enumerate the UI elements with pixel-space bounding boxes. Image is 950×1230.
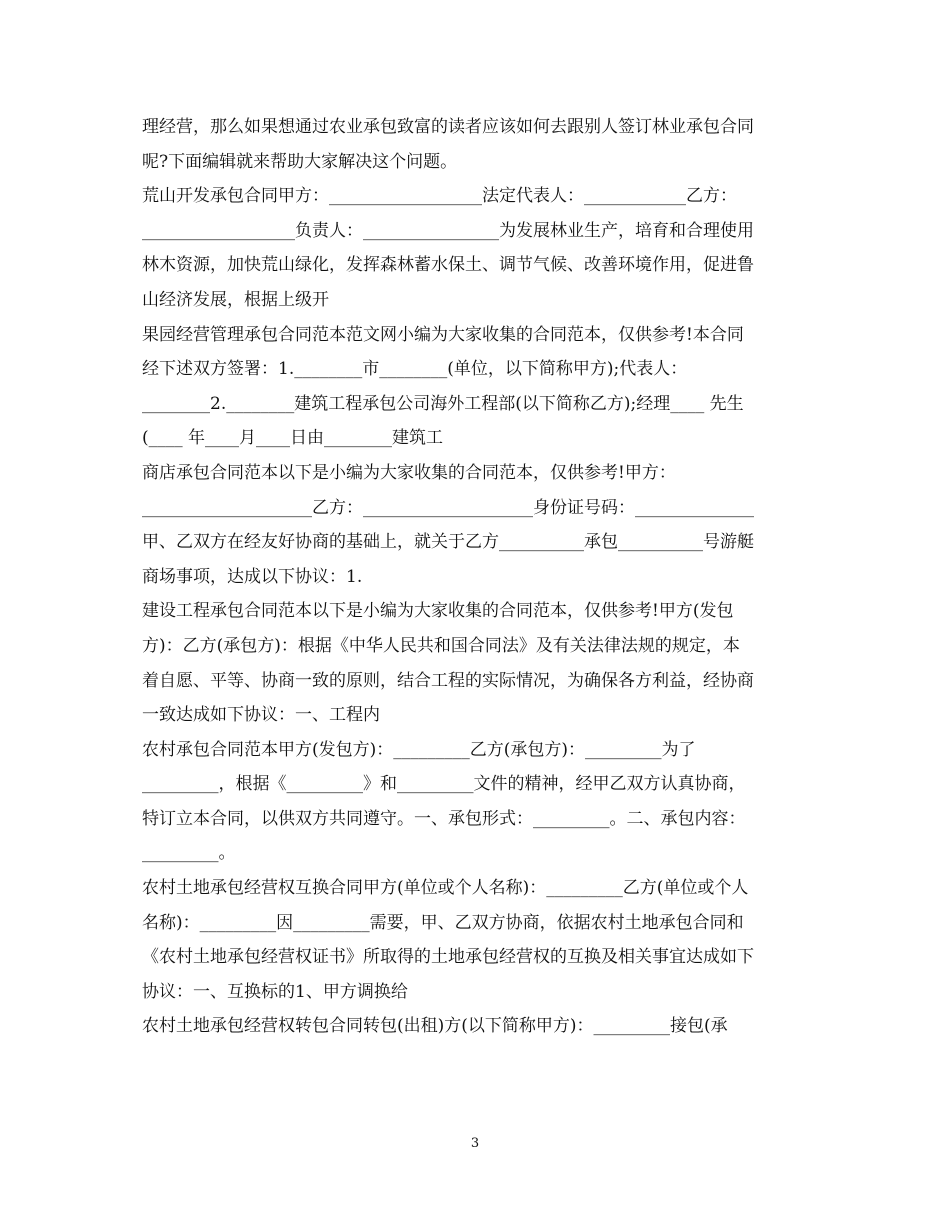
paragraph-line: 《农村土地承包经营权证书》所取得的土地承包经营权的互换及相关事宜达成如下 [142, 947, 754, 968]
paragraph-line: _________，根据《_________》和_________文件的精神，经甲乙双方认真协商， [142, 774, 746, 795]
paragraph-line: 农村承包合同范本甲方(发包方)：_________乙方(承包方)：_________为了 [142, 739, 696, 760]
paragraph-line: ____________________乙方：____________________身份证号码：______________ [142, 497, 754, 518]
paragraph-line: 协议：一、互换标的1、甲方调换给 [142, 981, 408, 1002]
paragraph-line: 方)：乙方(承包方)：根据《中华人民共和国合同法》及有关法律法规的规定，本 [142, 635, 740, 656]
paragraph-construction [142, 594, 810, 732]
paragraph-line: 特订立本合同，以供双方共同遵守。一、承包形式：_________。二、承包内容： [142, 808, 746, 829]
paragraph-line: 商场事项，达成以下协议：1. [142, 566, 363, 587]
paragraph-land-exchange [142, 871, 810, 1009]
paragraph-line: 经下述双方签署：1.________市________(单位，以下简称甲方);代表人： [142, 359, 688, 380]
paragraph-line: 理经营，那么如果想通过农业承包致富的读者应该如何去跟别人签订林业承包合同 [142, 117, 754, 137]
paragraph-rural [142, 733, 810, 871]
paragraph-line: 商店承包合同范本以下是小编为大家收集的合同范本，仅供参考!甲方： [142, 462, 676, 483]
paragraph-line: 呢?下面编辑就来帮助大家解决这个问题。 [142, 151, 458, 172]
page-number: 3 [470, 1136, 480, 1151]
paragraph-line: 甲、乙双方在经友好协商的基础上，就关于乙方__________承包__________号游艇 [142, 532, 754, 553]
paragraph-line: 建设工程承包合同范本以下是小编为大家收集的合同范本，仅供参考!甲方(发包 [142, 601, 734, 622]
paragraph-line: 着自愿、平等、协商一致的原则，结合工程的实际情况，为确保各方利益，经协商 [142, 670, 754, 691]
paragraph-line: 一致达成如下协议：一、工程内 [142, 705, 380, 726]
paragraph-line: 荒山开发承包合同甲方：__________________法定代表人：____________乙方： [142, 186, 737, 207]
paragraph-line: 农村土地承包经营权互换合同甲方(单位或个人名称)：_________乙方(单位或个人 [142, 878, 749, 899]
paragraph-line: _________。 [142, 843, 236, 864]
paragraph-line: 山经济发展，根据上级开 [142, 289, 329, 310]
paragraph-line: 果园经营管理承包合同范本范文网小编为大家收集的合同范本，仅供参考!本合同 [142, 324, 744, 345]
paragraph-line: ________2.________建筑工程承包公司海外工程部(以下简称乙方);经理____ 先生 [142, 393, 744, 414]
paragraph-land-transfer [142, 1009, 810, 1044]
document-body [142, 110, 810, 1044]
paragraph-line: __________________负责人：________________为发展林业生产，培育和合理使用 [142, 220, 754, 241]
paragraph-line: 林木资源，加快荒山绿化，发挥森林蓄水保土、调节气候、改善环境作用，促进鲁 [142, 255, 754, 276]
paragraph-line: 农村土地承包经营权转包合同转包(出租)方(以下简称甲方)：_________接包(承 [142, 1016, 728, 1037]
paragraph-shop [142, 456, 810, 594]
paragraph-orchard [142, 318, 810, 456]
paragraph-line: (____ 年____月____日由________建筑工 [142, 428, 444, 449]
paragraph-intro [142, 110, 810, 179]
paragraph-line: 名称)：_________因_________需要，甲、乙双方协商，依据农村土地承包合同和 [142, 912, 744, 933]
paragraph-wasteland [142, 179, 810, 317]
